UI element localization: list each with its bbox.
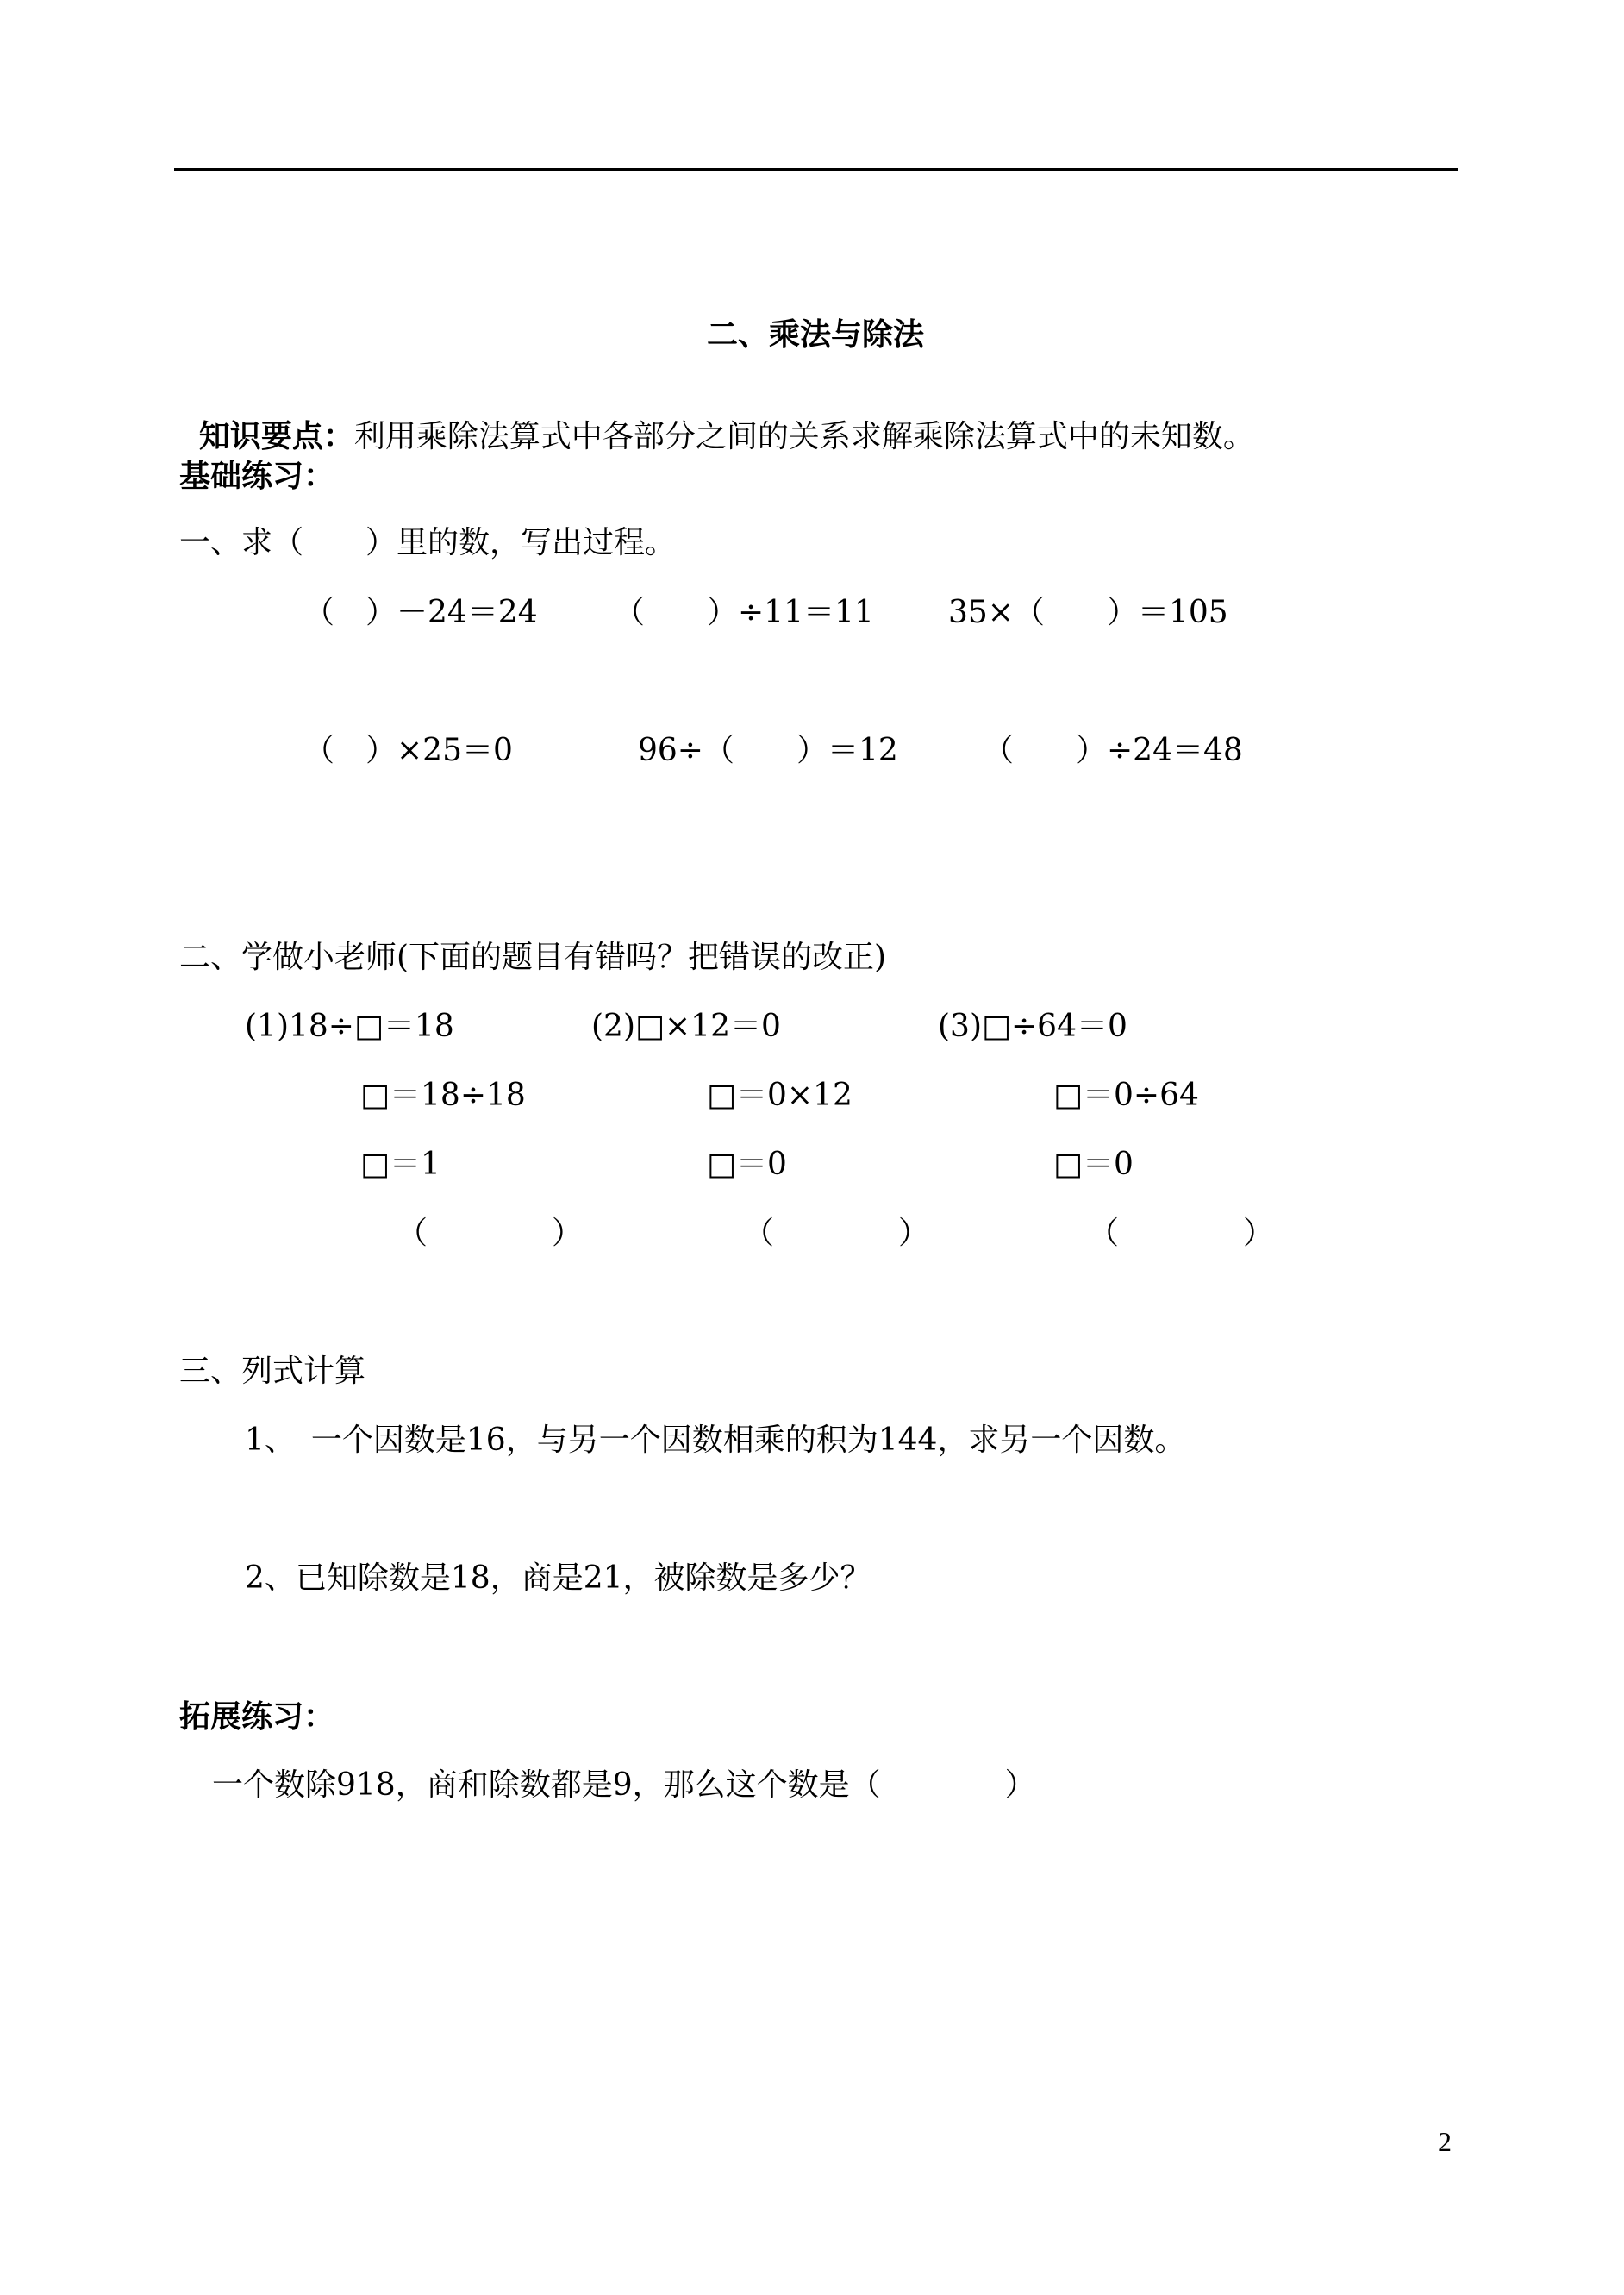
q2-answer-blank: （ ） xyxy=(1088,1216,1275,1251)
basic-practice-label: 基础练习： xyxy=(179,458,335,494)
page-number: 2 xyxy=(1438,2126,1452,2157)
q1-equation: （ ）－24＝24 xyxy=(303,595,538,630)
q2-problem-line: (1)18÷□＝18 xyxy=(245,1009,454,1044)
q3-item-1: 1、 一个因数是16，与另一个因数相乘的积为144，求另一个因数。 xyxy=(245,1423,1186,1458)
extension-question: 一个数除918，商和除数都是9，那么这个数是（ ） xyxy=(212,1767,1036,1803)
q2-problem-line: □＝0 xyxy=(707,1147,787,1182)
header-rule xyxy=(174,168,1458,171)
q2-answer-blank: （ ） xyxy=(743,1216,930,1251)
q2-problem-line: □＝18÷18 xyxy=(360,1078,526,1113)
q2-answer-blank: （ ） xyxy=(397,1216,584,1251)
q2-problem-line: □＝0÷64 xyxy=(1053,1078,1199,1113)
q2-problem-line: □＝0×12 xyxy=(707,1078,853,1113)
q2-problem-line: (2)□×12＝0 xyxy=(591,1009,781,1044)
q1-equation: （ ）×25＝0 xyxy=(303,733,513,768)
q3-heading: 三、列式计算 xyxy=(179,1354,366,1389)
q2-problem-line: □＝1 xyxy=(360,1147,440,1182)
knowledge-points xyxy=(179,390,1254,453)
q1-equation: 35×（ ）＝105 xyxy=(948,595,1228,630)
q1-heading: 一、求（ ）里的数，写出过程。 xyxy=(179,525,677,560)
q3-item-2: 2、已知除数是18，商是21，被除数是多少？ xyxy=(245,1560,871,1596)
q1-equation: 96÷（ ）＝12 xyxy=(638,733,898,768)
q2-problem-line: (3)□÷64＝0 xyxy=(938,1009,1127,1044)
knowledge-text: 利用乘除法算式中各部分之间的关系求解乘除法算式中的未知数。 xyxy=(353,419,1254,454)
extension-label: 拓展练习： xyxy=(179,1698,335,1735)
q1-equation: （ ）÷11＝11 xyxy=(614,595,874,630)
q2-heading: 二、学做小老师(下面的题目有错吗？把错误的改正) xyxy=(179,940,887,975)
q1-equation: （ ）÷24＝48 xyxy=(983,733,1243,768)
q2-problem-line: □＝0 xyxy=(1053,1147,1134,1182)
knowledge-label: 知识要点： xyxy=(198,418,354,454)
section-title: 二、乘法与除法 xyxy=(707,316,925,353)
